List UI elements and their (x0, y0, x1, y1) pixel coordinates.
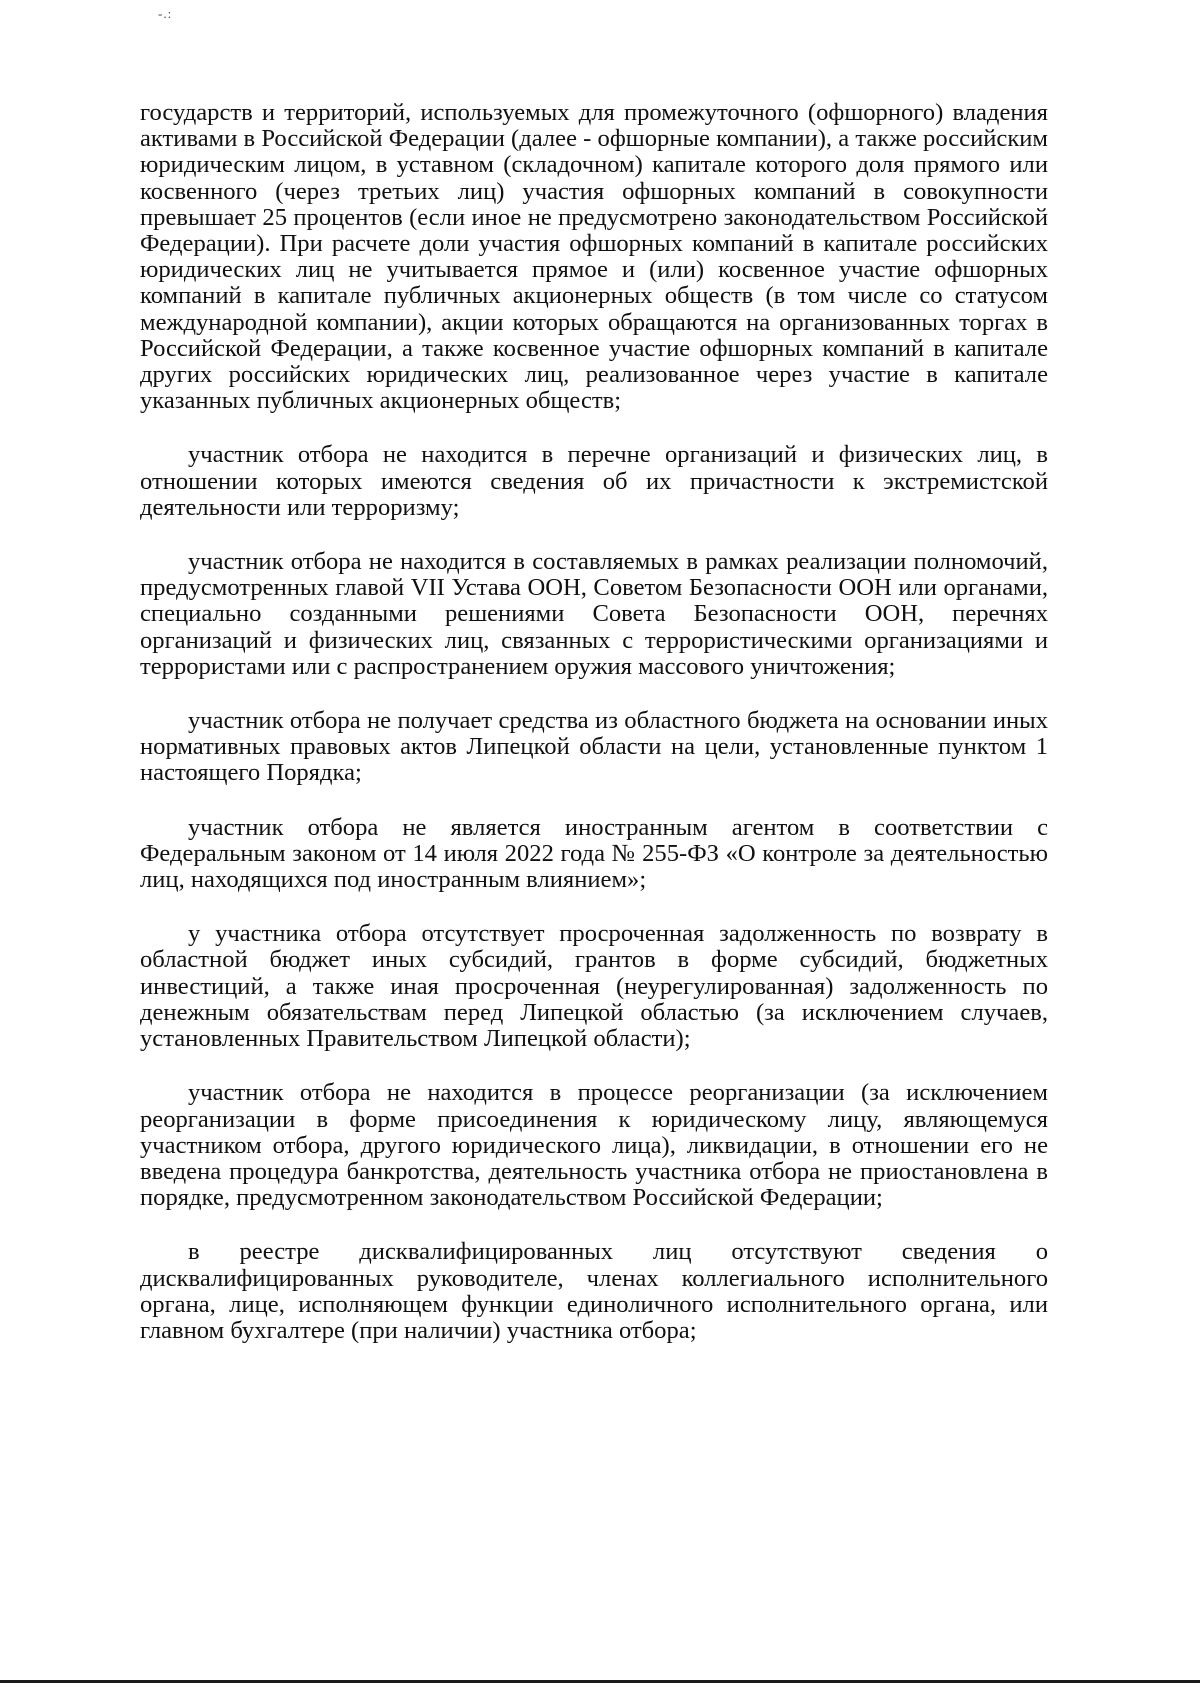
document-body (140, 100, 1048, 1344)
page-bottom-rule (0, 1680, 1200, 1683)
paragraph-un-sanctions-list: участник отбора не находится в составляемых в рамках реализации полномочий, предусмотренных главой VII Устава ООН, Советом Безопасности ООН или органами, специально созданными решениями Совета Безопасности ООН, перечнях организаций и физических лиц, связанных с террористическими организациями и террористами или с распространением оружия массового уничтожения; (140, 548, 1048, 680)
paragraph-no-reorganization: участник отбора не находится в процессе реорганизации (за исключением реорганизации в форме присоединения к юридическому лицу, являющемуся участником отбора, другого юридического лица), ликвидации, в отношении его не введена процедура банкротства, деятельность участника отбора не приостановлена в порядке, предусмотренном законодательством Российской Федерации; (140, 1079, 1048, 1212)
scan-corner-mark: -.: (158, 6, 173, 21)
paragraph-offshore-continuation: государств и территорий, используемых для промежуточного (офшорного) владения активами в Российской Федерации (далее - офшорные компании), а также российским юридическим лицом, в уставном (складочном) капитале которого доля прямого или косвенного (через третьих лиц) участия офшорных компаний в совокупности превышает 25 процентов (если иное не предусмотрено законодательством Российской Федерации). При расчете доли участия офшорных компаний в капитале российских юридических лиц не учитывается прямое и (или) косвенное участие офшорных компаний в капитале публичных акционерных обществ (в том числе со статусом международной компании), акции которых обращаются на организованных торгах в Российской Федерации, а также косвенное участие офшорных компаний в капитале других российских юридических лиц, реализованное через участие в капитале указанных публичных акционерных обществ; (140, 99, 1048, 415)
paragraph-not-foreign-agent: участник отбора не является иностранным агентом в соответствии с Федеральным законом от 14 июля 2022 года № 255-ФЗ «О контроле за деятельностью лиц, находящихся под иностранным влиянием»; (140, 813, 1048, 894)
paragraph-disqualified-persons: в реестре дисквалифицированных лиц отсутствуют сведения о дисквалифицированных руководителе, членах коллегиального исполнительного органа, лице, исполняющем функции единоличного исполнительного органа, или главном бухгалтере (при наличии) участника отбора; (140, 1238, 1048, 1344)
paragraph-extremism-list: участник отбора не находится в перечне организаций и физических лиц, в отношении которых имеются сведения об их причастности к экстремистской деятельности или терроризму; (140, 441, 1048, 521)
paragraph-no-overdue-debt: у участника отбора отсутствует просроченная задолженность по возврату в областной бюджет иных субсидий, грантов в форме субсидий, бюджетных инвестиций, а также иная просроченная (неурегулированная) задолженность по денежным обязательствам перед Липецкой областью (за исключением случаев, установленных Правительством Липецкой области); (140, 920, 1048, 1053)
paragraph-no-other-budget-funds: участник отбора не получает средства из областного бюджета на основании иных нормативных правовых актов Липецкой области на цели, установленные пунктом 1 настоящего Порядка; (140, 707, 1048, 787)
